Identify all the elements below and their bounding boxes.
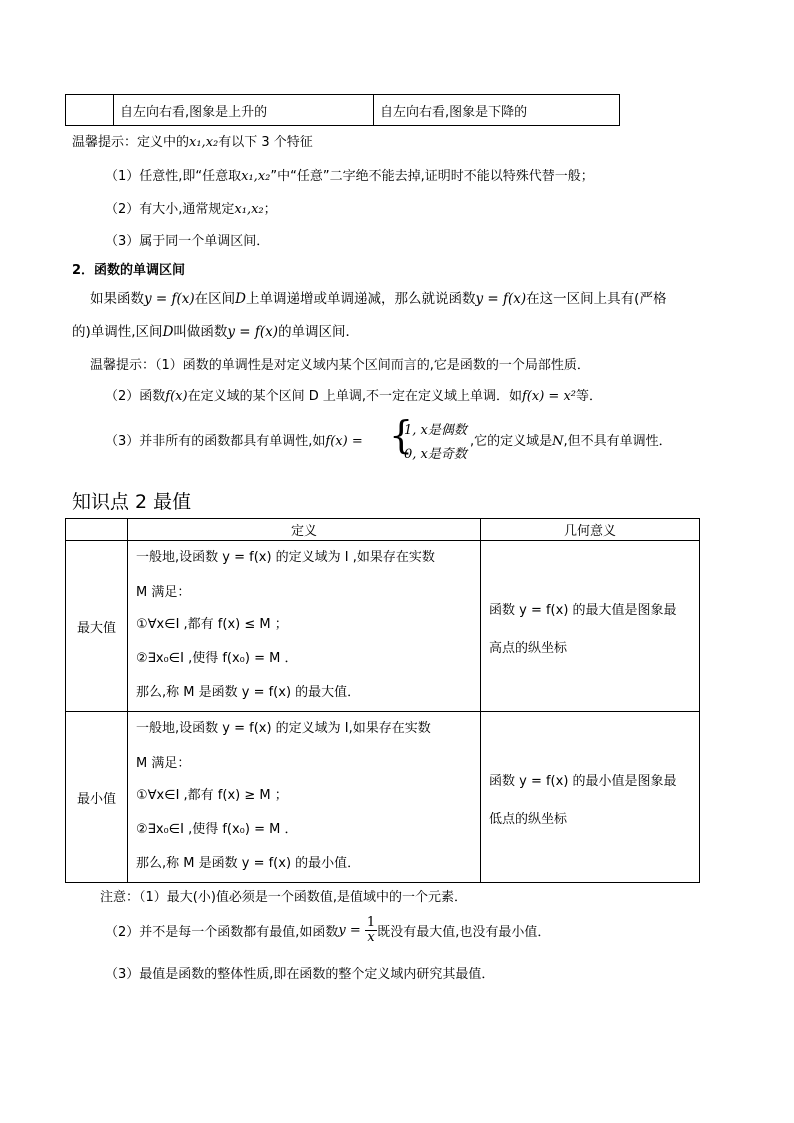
section2-tip-3-tail: ,它的定义域是N,但不具有单调性． xyxy=(470,434,672,449)
max-def-line: 一般地,设函数 y = f(x) 的定义域为 I ,如果存在实数 xyxy=(136,550,435,565)
fraction-one-over-x: $\frac{1}{x}$ xyxy=(366,915,376,945)
note-1: 注意：（1）最大(小)值必须是一个函数值,是值域中的一个元素． xyxy=(100,890,468,905)
row-label-min: 最小值 xyxy=(66,712,128,883)
section2-para-line1: 如果函数y = f(x)在区间D上单调递增或单调递减，那么就说函数y = f(x)在这一区间上具有(严格 xyxy=(90,291,667,307)
min-def-line: M 满足： xyxy=(136,756,191,771)
max-geo-line: 高点的纵坐标 xyxy=(489,641,568,656)
max-geo-line: 函数 y = f(x) 的最大值是图象最 xyxy=(489,603,677,618)
row-label-max: 最大值 xyxy=(66,541,128,712)
min-geo-line: 低点的纵坐标 xyxy=(489,812,568,827)
tip1-item-2: （2）有大小,通常规定x₁,x₂； xyxy=(105,202,277,217)
increasing-desc: 自左向右看,图象是上升的 xyxy=(114,95,374,126)
max-definition-cell xyxy=(128,541,481,712)
max-def-line: M 满足： xyxy=(136,585,191,600)
section2-tip-2: （2）函数f(x)在定义域的某个区间 D 上单调,不一定在定义域上单调．如f(x) = x²等． xyxy=(105,389,603,404)
min-def-line: ①∀x∈I ,都有 f(x) ≥ M ； xyxy=(136,788,288,803)
header-definition: 定义 xyxy=(128,519,481,541)
min-def-line: ②∃x₀∈I ,使得 f(x₀) = M ． xyxy=(136,822,298,837)
max-def-line: ①∀x∈I ,都有 f(x) ≤ M ； xyxy=(136,617,288,632)
section2-para-line2: 的)单调性,区间D叫做函数y = f(x)的单调区间． xyxy=(72,324,360,340)
note-2: （2）并不是每一个函数都有最值,如函数y = $\frac{1}{x}$ 既没有最大值,也没有最小值． xyxy=(105,915,551,945)
note-3: （3）最值是函数的整体性质,即在函数的整个定义域内研究其最值． xyxy=(105,967,495,982)
min-def-line: 一般地,设函数 y = f(x) 的定义域为 I,如果存在实数 xyxy=(136,721,431,736)
empty-cell xyxy=(66,95,114,126)
header-geometric-meaning: 几何意义 xyxy=(481,519,700,541)
section2-tip-3: （3）并非所有的函数都具有单调性,如f(x) = xyxy=(105,434,363,449)
section2-tip-1: 温馨提示：（1）函数的单调性是对定义域内某个区间而言的,它是函数的一个局部性质． xyxy=(90,358,590,373)
kp2-heading: 知识点 2 最值 xyxy=(72,491,192,513)
piecewise-case-2: 0, x是奇数 xyxy=(404,447,467,462)
section2-heading: 2．函数的单调区间 xyxy=(72,263,186,278)
min-geo-line: 函数 y = f(x) 的最小值是图象最 xyxy=(489,774,677,789)
piecewise-brace: { xyxy=(389,413,414,457)
decreasing-desc: 自左向右看,图象是下降的 xyxy=(374,95,620,126)
piecewise-case-1: 1, x是偶数 xyxy=(404,423,467,438)
min-def-line: 那么,称 M 是函数 y = f(x) 的最小值． xyxy=(136,856,361,871)
monotonic-summary-table xyxy=(65,94,620,126)
tip1-item-1: （1）任意性,即“任意取x₁,x₂”中“任意”二字绝不能去掉,证明时不能以特殊代替一般； xyxy=(105,169,594,184)
tip1-item-3: （3）属于同一个单调区间． xyxy=(105,234,270,249)
min-definition-cell xyxy=(128,712,481,883)
header-blank xyxy=(66,519,128,541)
max-def-line: 那么,称 M 是函数 y = f(x) 的最大值． xyxy=(136,685,361,700)
extremum-table xyxy=(65,518,700,883)
tip1-lead: 温馨提示：定义中的x₁,x₂有以下 3 个特征 xyxy=(72,135,313,150)
max-geometric-cell xyxy=(481,541,700,712)
min-geometric-cell xyxy=(481,712,700,883)
max-def-line: ②∃x₀∈I ,使得 f(x₀) = M ． xyxy=(136,651,298,666)
